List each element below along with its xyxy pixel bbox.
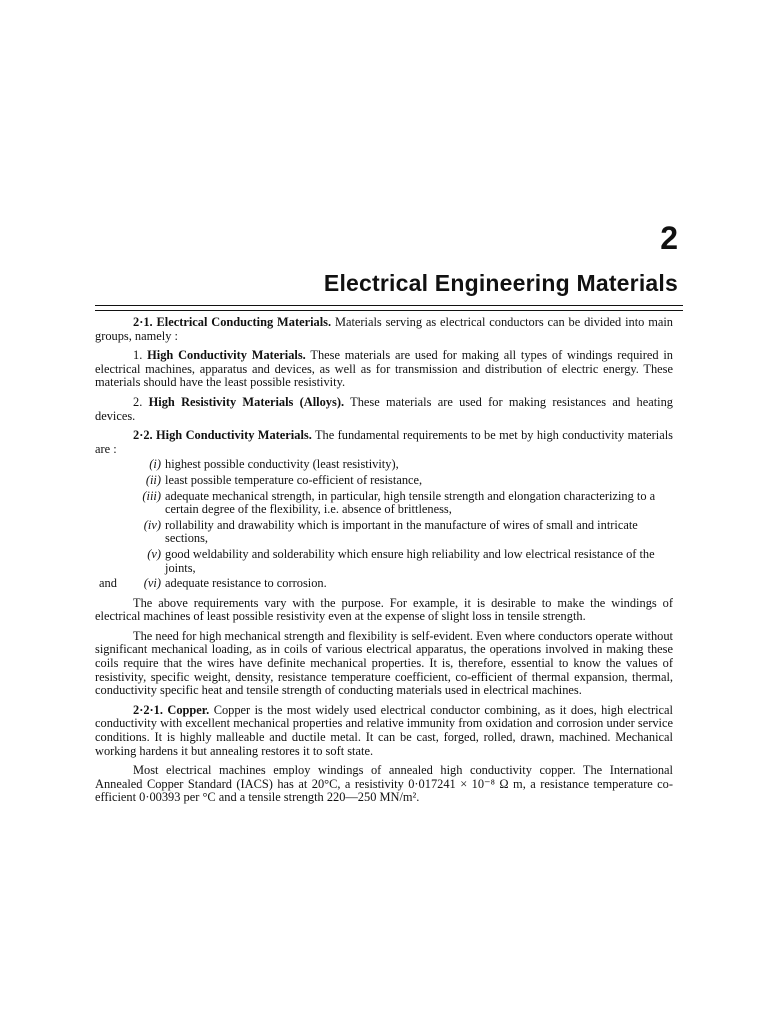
group-1-text: These materials are used for making all types of windings required in electrical machines, apparatus and devices, as well as for transmission and distribution of electric energy. These materials should have the least possible resistivity. bbox=[95, 348, 673, 390]
list-item-marker: (ii) bbox=[145, 472, 161, 487]
group-2-heading: High Resistivity Materials (Alloys). bbox=[148, 394, 345, 409]
title-rule-top bbox=[95, 305, 683, 306]
group-2-paragraph bbox=[95, 396, 673, 423]
chapter-title: Electrical Engineering Materials bbox=[323, 270, 678, 296]
list-item bbox=[95, 458, 673, 472]
section-2-1-number: 2·1. bbox=[133, 315, 153, 329]
list-item-text: rollability and drawability which is important in the manufacture of wires of small and intricate sections, bbox=[165, 517, 638, 546]
list-item-text: adequate mechanical strength, in particular, high tensile strength and elongation characterizing to a certain degree of the flexibility, i.e. absence of brittleness, bbox=[165, 488, 656, 517]
list-item bbox=[95, 490, 673, 517]
section-2-2-1-paragraph bbox=[95, 704, 673, 758]
list-item-text: highest possible conductivity (least resistivity), bbox=[165, 457, 399, 472]
flexibility-paragraph: The need for high mechanical strength and flexibility is self-evident. Even where conductors operate without significant mechanical loading, as in coils of various electrical apparatus, the operations involved in making these coils require that the wires have definite mechanical properties. It is, therefore, essential to know the values of resistivity, specific weight, density, resistance temperature coefficient, co-efficient of thermal expansion, thermal, conductivity specific heat and tensile strength of conducting materials used in electrical machines. bbox=[95, 628, 673, 698]
list-item-conjunction: and bbox=[99, 576, 117, 591]
section-2-1-text: Materials serving as electrical conductors can be divided into main groups, namely : bbox=[95, 315, 673, 343]
title-rule-bottom bbox=[95, 310, 683, 311]
list-item bbox=[95, 577, 673, 591]
list-item-text: adequate resistance to corrosion. bbox=[165, 576, 327, 591]
section-2-2-1-text: Copper is the most widely used electrical conductor combining, as it does, high electrical conductivity with excellent mechanical properties and relative immunity from oxidation and corrosion under service conditions. It is highly malleable and ductile metal. It can be cast, forged, rolled, drawn, machined. Mechanical working hardens it but annealing restores it to soft state. bbox=[95, 702, 673, 758]
list-item-marker: (v) bbox=[147, 546, 161, 561]
section-2-1-paragraph bbox=[95, 316, 673, 343]
section-2-2-1-heading: Copper. bbox=[167, 702, 210, 717]
section-2-2-1-number: 2·2·1. bbox=[133, 702, 163, 717]
group-1-number: 1. bbox=[133, 348, 143, 363]
list-item-marker: (iii) bbox=[142, 488, 161, 503]
list-item-marker: (i) bbox=[149, 457, 161, 472]
section-2-1-heading: Electrical Conducting Materials. bbox=[156, 315, 332, 329]
group-2-text: These materials are used for making resistances and heating devices. bbox=[95, 394, 673, 423]
section-2-2-paragraph bbox=[95, 429, 673, 456]
group-2-number: 2. bbox=[133, 394, 143, 409]
iacs-paragraph: Most electrical machines employ windings of annealed high conductivity copper. The International Annealed Copper Standard (IACS) has at 20°C, a resistivity 0·017241 × 10⁻⁸ Ω m, a resistance temperature co-efficient 0·00393 per °C and a tensile strength 220—250 MN/m². bbox=[95, 763, 673, 805]
list-item-text: least possible temperature co-efficient of resistance, bbox=[165, 472, 423, 487]
list-item bbox=[95, 548, 673, 575]
purpose-paragraph: The above requirements vary with the purpose. For example, it is desirable to make the windings of electrical machines of least possible resistivity even at the expense of slight loss in tensile strength. bbox=[95, 595, 673, 624]
requirements-list bbox=[95, 458, 673, 590]
list-item bbox=[95, 519, 673, 546]
list-item bbox=[95, 474, 673, 488]
section-2-2-number: 2·2. bbox=[133, 428, 153, 443]
group-1-paragraph bbox=[95, 349, 673, 390]
list-item-text: good weldability and solderability which ensure high reliability and low electrical resistance of the joints, bbox=[165, 546, 655, 575]
group-1-heading: High Conductivity Materials. bbox=[147, 348, 306, 363]
section-2-2-heading: High Conductivity Materials. bbox=[156, 428, 312, 443]
body-text bbox=[95, 316, 673, 811]
list-item-marker: (vi) bbox=[143, 576, 161, 591]
list-item-marker: (iv) bbox=[143, 517, 161, 532]
section-2-2-text: The fundamental requirements to be met by high conductivity materials are : bbox=[95, 428, 673, 456]
chapter-number: 2 bbox=[660, 220, 678, 256]
